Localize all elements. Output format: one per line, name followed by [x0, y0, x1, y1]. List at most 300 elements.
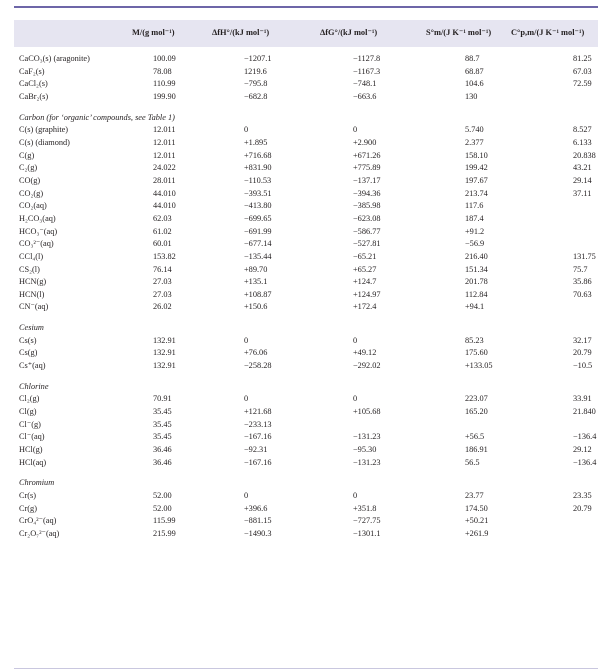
cell-gibbs — [318, 78, 426, 91]
spacer-cell — [0, 469, 611, 477]
cell-value: 12.011 — [153, 125, 176, 135]
cell-entropy — [426, 406, 527, 419]
cell-molar-mass — [139, 175, 202, 188]
cell-value: 174.50 — [465, 503, 488, 513]
cell-entropy — [426, 226, 527, 239]
cell-value: +831.90 — [244, 163, 272, 173]
cell-value: −131.23 — [353, 457, 381, 467]
cell-molar-mass — [139, 528, 202, 541]
cell-heat-capacity — [527, 289, 611, 302]
cell-enthalpy — [202, 528, 318, 541]
table-row — [0, 444, 611, 457]
cell-enthalpy — [202, 150, 318, 163]
cell-gibbs — [318, 200, 426, 213]
cell-enthalpy — [202, 226, 318, 239]
cell-substance: Cl⁻(aq) — [19, 432, 45, 442]
table-row — [0, 301, 611, 314]
table-row — [0, 251, 611, 264]
cell-molar-mass — [139, 335, 202, 348]
cell-value: 33.91 — [573, 394, 592, 404]
cell-enthalpy — [202, 335, 318, 348]
cell-value: 52.00 — [153, 491, 172, 500]
cell-value: −1490.3 — [244, 528, 272, 538]
cell-value: +121.68 — [244, 407, 272, 417]
header-enthalpy: ΔfH°/(kJ mol⁻¹) — [212, 28, 270, 37]
cell-substance: CO₃²⁻(aq) — [19, 239, 54, 249]
cell-entropy — [426, 264, 527, 277]
cell-value: 131.75 — [573, 251, 596, 261]
cell-enthalpy — [202, 503, 318, 516]
cell-value: 6.133 — [573, 137, 592, 147]
cell-value: 29.14 — [573, 175, 592, 185]
cell-substance: CO₂(g) — [19, 188, 44, 198]
table-row — [0, 188, 611, 201]
cell-value: +94.1 — [465, 302, 485, 312]
table-row — [0, 66, 611, 79]
cell-substance: Cl⁻(g) — [19, 419, 41, 429]
cell-value: 24.022 — [153, 163, 176, 173]
cell-entropy — [426, 91, 527, 104]
cell-enthalpy — [202, 406, 318, 419]
table-row — [0, 393, 611, 406]
cell-heat-capacity — [527, 78, 611, 91]
cell-value: +124.97 — [353, 289, 381, 299]
table-bottom-rule — [14, 668, 598, 669]
cell-value: 35.45 — [153, 407, 172, 417]
cell-molar-mass — [139, 78, 202, 91]
header-entropy: S°m/(J K⁻¹ mol⁻¹) — [426, 28, 492, 37]
spacer-cell — [0, 104, 611, 112]
cell-molar-mass — [139, 238, 202, 251]
cell-molar-mass — [139, 162, 202, 175]
cell-heat-capacity — [527, 360, 611, 373]
cell-value: −623.08 — [353, 213, 381, 223]
cell-substance: Cl₂(g) — [19, 394, 40, 404]
cell-heat-capacity — [527, 419, 611, 432]
cell-molar-mass — [139, 301, 202, 314]
cell-value: −795.8 — [244, 79, 268, 89]
table-row — [0, 503, 611, 516]
cell-value: −65.21 — [353, 251, 377, 261]
cell-value: 187.4 — [465, 213, 484, 223]
cell-substance: CrO₄²⁻(aq) — [19, 516, 57, 526]
cell-entropy — [426, 490, 527, 503]
table-row — [0, 335, 611, 348]
cell-molar-mass — [139, 360, 202, 373]
section-heading-row — [0, 381, 611, 394]
cell-substance: CaBr₂(s) — [19, 91, 49, 101]
cell-substance: Cs(s) — [19, 335, 37, 345]
table-row — [0, 419, 611, 432]
table-row — [0, 124, 611, 137]
cell-value: −167.16 — [244, 432, 272, 442]
cell-value: 2.377 — [465, 137, 484, 147]
cell-entropy — [426, 66, 527, 79]
cell-substance: CaCl₂(s) — [19, 79, 48, 89]
cell-value: 70.63 — [573, 289, 592, 299]
cell-entropy — [426, 347, 527, 360]
cell-gibbs — [318, 137, 426, 150]
cell-value: 115.99 — [153, 516, 176, 526]
cell-molar-mass — [139, 347, 202, 360]
cell-gibbs — [318, 226, 426, 239]
cell-value: 153.82 — [153, 251, 176, 261]
cell-value: 8.527 — [573, 125, 592, 135]
cell-value: −727.75 — [353, 516, 381, 526]
cell-value: 88.7 — [465, 54, 480, 63]
cell-value: −135.44 — [244, 251, 272, 261]
cell-molar-mass — [139, 53, 202, 66]
cell-value: 52.00 — [153, 503, 172, 513]
table-row — [0, 200, 611, 213]
cell-value: 78.08 — [153, 66, 172, 76]
cell-substance: HCl(aq) — [19, 457, 47, 467]
cell-gibbs — [318, 150, 426, 163]
cell-enthalpy — [202, 289, 318, 302]
cell-substance: CN⁻(aq) — [19, 302, 49, 312]
table-row — [0, 150, 611, 163]
cell-value: +49.12 — [353, 348, 377, 358]
cell-substance: CO(g) — [19, 175, 41, 185]
cell-molar-mass — [139, 200, 202, 213]
cell-substance: CaF₂(s) — [19, 66, 45, 76]
cell-enthalpy — [202, 124, 318, 137]
table-row — [0, 175, 611, 188]
cell-entropy — [426, 457, 527, 470]
cell-enthalpy — [202, 251, 318, 264]
cell-substance: CS₂(l) — [19, 264, 40, 274]
section-heading: Carbon (for ‘organic’ compounds, see Table 1) — [19, 112, 175, 122]
cell-value: +91.2 — [465, 226, 485, 236]
cell-value: 44.010 — [153, 188, 176, 198]
cell-enthalpy — [202, 419, 318, 432]
cell-gibbs — [318, 213, 426, 226]
cell-gibbs — [318, 406, 426, 419]
cell-value: −1127.8 — [353, 54, 381, 63]
cell-value: 197.67 — [465, 175, 488, 185]
cell-value: +50.21 — [465, 516, 489, 526]
cell-entropy — [426, 162, 527, 175]
cell-substance: CaCO₃(s) (aragonite) — [19, 54, 90, 63]
cell-value: −1301.1 — [353, 528, 381, 538]
cell-molar-mass — [139, 490, 202, 503]
cell-value: 158.10 — [465, 150, 488, 160]
cell-heat-capacity — [527, 162, 611, 175]
spacer-row — [0, 373, 611, 381]
cell-value: −527.81 — [353, 239, 381, 249]
cell-heat-capacity — [527, 175, 611, 188]
cell-heat-capacity — [527, 515, 611, 528]
cell-value: 199.42 — [465, 163, 488, 173]
cell-gibbs — [318, 457, 426, 470]
cell-value: 132.91 — [153, 348, 176, 358]
cell-value: 112.84 — [465, 289, 488, 299]
cell-value: −258.28 — [244, 361, 272, 371]
cell-heat-capacity — [527, 226, 611, 239]
cell-value: 216.40 — [465, 251, 488, 261]
cell-gibbs — [318, 124, 426, 137]
cell-value: +775.89 — [353, 163, 381, 173]
cell-value: 60.01 — [153, 239, 172, 249]
cell-substance: Cr(s) — [19, 491, 37, 500]
header-molar-mass: M/(g mol⁻¹) — [132, 28, 175, 37]
cell-molar-mass — [139, 137, 202, 150]
cell-molar-mass — [139, 503, 202, 516]
section-heading-row — [0, 322, 611, 335]
cell-molar-mass — [139, 264, 202, 277]
spacer-cell — [0, 314, 611, 322]
cell-gibbs — [318, 490, 426, 503]
cell-value: +351.8 — [353, 503, 377, 513]
cell-value: +671.26 — [353, 150, 381, 160]
cell-molar-mass — [139, 150, 202, 163]
thermo-data-table — [0, 53, 611, 541]
table-row — [0, 431, 611, 444]
section-heading-row — [0, 112, 611, 125]
cell-value: +716.68 — [244, 150, 272, 160]
cell-entropy — [426, 124, 527, 137]
cell-value: +124.7 — [353, 277, 377, 287]
cell-value: −413.80 — [244, 201, 272, 211]
cell-entropy — [426, 431, 527, 444]
cell-gibbs — [318, 528, 426, 541]
table-row — [0, 162, 611, 175]
cell-value: 0 — [244, 335, 249, 345]
cell-enthalpy — [202, 200, 318, 213]
cell-substance: Cs(g) — [19, 348, 38, 358]
cell-gibbs — [318, 347, 426, 360]
table-row — [0, 91, 611, 104]
cell-value: 151.34 — [465, 264, 488, 274]
cell-gibbs — [318, 444, 426, 457]
cell-value: 223.07 — [465, 394, 488, 404]
cell-enthalpy — [202, 78, 318, 91]
table-row — [0, 276, 611, 289]
cell-entropy — [426, 419, 527, 432]
cell-value: 100.09 — [153, 54, 176, 63]
cell-gibbs — [318, 360, 426, 373]
cell-molar-mass — [139, 457, 202, 470]
cell-substance: HCO₃⁻(aq) — [19, 226, 58, 236]
cell-molar-mass — [139, 515, 202, 528]
cell-value: 62.03 — [153, 213, 172, 223]
cell-heat-capacity — [527, 188, 611, 201]
cell-substance: Cr₂O₇²⁻(aq) — [19, 528, 60, 538]
cell-value: 27.03 — [153, 289, 172, 299]
cell-entropy — [426, 360, 527, 373]
cell-value: +105.68 — [353, 407, 381, 417]
cell-value: 213.74 — [465, 188, 488, 198]
cell-value: −385.98 — [353, 201, 381, 211]
cell-heat-capacity — [527, 301, 611, 314]
cell-gibbs — [318, 162, 426, 175]
cell-value: 23.35 — [573, 491, 592, 500]
cell-entropy — [426, 200, 527, 213]
cell-enthalpy — [202, 175, 318, 188]
cell-entropy — [426, 78, 527, 91]
cell-value: 5.740 — [465, 125, 484, 135]
cell-substance: C(s) (diamond) — [19, 137, 70, 147]
cell-value: 36.46 — [153, 457, 172, 467]
cell-heat-capacity — [527, 528, 611, 541]
cell-value: −136.4 — [573, 457, 597, 467]
cell-molar-mass — [139, 393, 202, 406]
cell-enthalpy — [202, 276, 318, 289]
cell-value: 0 — [244, 125, 249, 135]
cell-molar-mass — [139, 276, 202, 289]
cell-value: 20.838 — [573, 150, 596, 160]
cell-heat-capacity — [527, 124, 611, 137]
cell-entropy — [426, 301, 527, 314]
cell-value: +135.1 — [244, 277, 268, 287]
cell-value: +396.6 — [244, 503, 268, 513]
cell-value: 199.90 — [153, 91, 176, 101]
spacer-cell — [0, 373, 611, 381]
cell-heat-capacity — [527, 444, 611, 457]
cell-value: +133.05 — [465, 361, 493, 371]
cell-entropy — [426, 238, 527, 251]
cell-heat-capacity — [527, 431, 611, 444]
cell-value: +1.895 — [244, 137, 268, 147]
cell-entropy — [426, 251, 527, 264]
cell-value: −682.8 — [244, 91, 268, 101]
cell-value: +89.70 — [244, 264, 268, 274]
cell-value: −136.4 — [573, 432, 597, 442]
cell-value: 165.20 — [465, 407, 488, 417]
cell-value: 35.86 — [573, 277, 592, 287]
cell-value: −233.13 — [244, 419, 272, 429]
cell-value: 117.6 — [465, 201, 484, 211]
cell-gibbs — [318, 53, 426, 66]
cell-molar-mass — [139, 431, 202, 444]
cell-substance: HCl(g) — [19, 445, 43, 455]
cell-enthalpy — [202, 162, 318, 175]
cell-value: 35.45 — [153, 419, 172, 429]
cell-molar-mass — [139, 251, 202, 264]
cell-enthalpy — [202, 360, 318, 373]
cell-value: 104.6 — [465, 79, 484, 89]
cell-value: −748.1 — [353, 79, 377, 89]
cell-value: 20.79 — [573, 348, 592, 358]
cell-value: +172.4 — [353, 302, 377, 312]
table-row — [0, 289, 611, 302]
cell-substance: H₂CO₃(aq) — [19, 213, 56, 223]
cell-gibbs — [318, 66, 426, 79]
cell-value: +2.900 — [353, 137, 377, 147]
cell-heat-capacity — [527, 213, 611, 226]
cell-entropy — [426, 444, 527, 457]
cell-heat-capacity — [527, 406, 611, 419]
cell-value: −137.17 — [353, 175, 381, 185]
section-heading: Chlorine — [19, 381, 49, 391]
cell-enthalpy — [202, 347, 318, 360]
cell-value: 132.91 — [153, 335, 176, 345]
cell-value: −1167.3 — [353, 66, 381, 76]
cell-entropy — [426, 175, 527, 188]
cell-enthalpy — [202, 393, 318, 406]
cell-enthalpy — [202, 264, 318, 277]
cell-entropy — [426, 528, 527, 541]
cell-molar-mass — [139, 406, 202, 419]
cell-value: 186.91 — [465, 445, 488, 455]
cell-heat-capacity — [527, 53, 611, 66]
cell-entropy — [426, 503, 527, 516]
cell-substance: C(s) (graphite) — [19, 125, 69, 135]
cell-value: −677.14 — [244, 239, 272, 249]
cell-heat-capacity — [527, 393, 611, 406]
cell-heat-capacity — [527, 347, 611, 360]
cell-gibbs — [318, 276, 426, 289]
section-heading-row — [0, 477, 611, 490]
cell-heat-capacity — [527, 457, 611, 470]
cell-substance: HCN(l) — [19, 289, 45, 299]
cell-gibbs — [318, 188, 426, 201]
cell-value: 67.03 — [573, 66, 592, 76]
cell-value: −10.5 — [573, 361, 593, 371]
cell-enthalpy — [202, 188, 318, 201]
cell-entropy — [426, 515, 527, 528]
cell-value: 28.011 — [153, 175, 176, 185]
cell-substance: Cr(g) — [19, 503, 37, 513]
cell-value: 23.77 — [465, 491, 484, 500]
cell-value: 20.79 — [573, 503, 592, 513]
cell-heat-capacity — [527, 66, 611, 79]
cell-gibbs — [318, 91, 426, 104]
cell-gibbs — [318, 515, 426, 528]
table-row — [0, 137, 611, 150]
cell-molar-mass — [139, 213, 202, 226]
cell-value: 0 — [353, 394, 358, 404]
cell-substance: HCN(g) — [19, 277, 47, 287]
cell-value: −699.65 — [244, 213, 272, 223]
cell-value: 175.60 — [465, 348, 488, 358]
cell-substance: Cl(g) — [19, 407, 37, 417]
cell-heat-capacity — [527, 137, 611, 150]
table-row — [0, 264, 611, 277]
table-row — [0, 490, 611, 503]
cell-value: +56.5 — [465, 432, 485, 442]
cell-enthalpy — [202, 91, 318, 104]
table-row — [0, 226, 611, 239]
cell-gibbs — [318, 431, 426, 444]
cell-value: 72.59 — [573, 79, 592, 89]
cell-enthalpy — [202, 490, 318, 503]
cell-molar-mass — [139, 91, 202, 104]
cell-heat-capacity — [527, 91, 611, 104]
cell-value: 43.21 — [573, 163, 592, 173]
table-row — [0, 78, 611, 91]
cell-value: −131.23 — [353, 432, 381, 442]
table-row — [0, 360, 611, 373]
cell-heat-capacity — [527, 335, 611, 348]
cell-gibbs — [318, 419, 426, 432]
cell-gibbs — [318, 289, 426, 302]
cell-value: −92.31 — [244, 445, 268, 455]
cell-heat-capacity — [527, 200, 611, 213]
cell-value: −393.51 — [244, 188, 272, 198]
cell-value: +150.6 — [244, 302, 268, 312]
table-row — [0, 515, 611, 528]
cell-enthalpy — [202, 515, 318, 528]
cell-value: 0 — [353, 125, 358, 135]
spacer-row — [0, 104, 611, 112]
cell-gibbs — [318, 503, 426, 516]
cell-value: −110.53 — [244, 175, 272, 185]
cell-heat-capacity — [527, 503, 611, 516]
table-row — [0, 238, 611, 251]
table-row — [0, 528, 611, 541]
cell-enthalpy — [202, 238, 318, 251]
